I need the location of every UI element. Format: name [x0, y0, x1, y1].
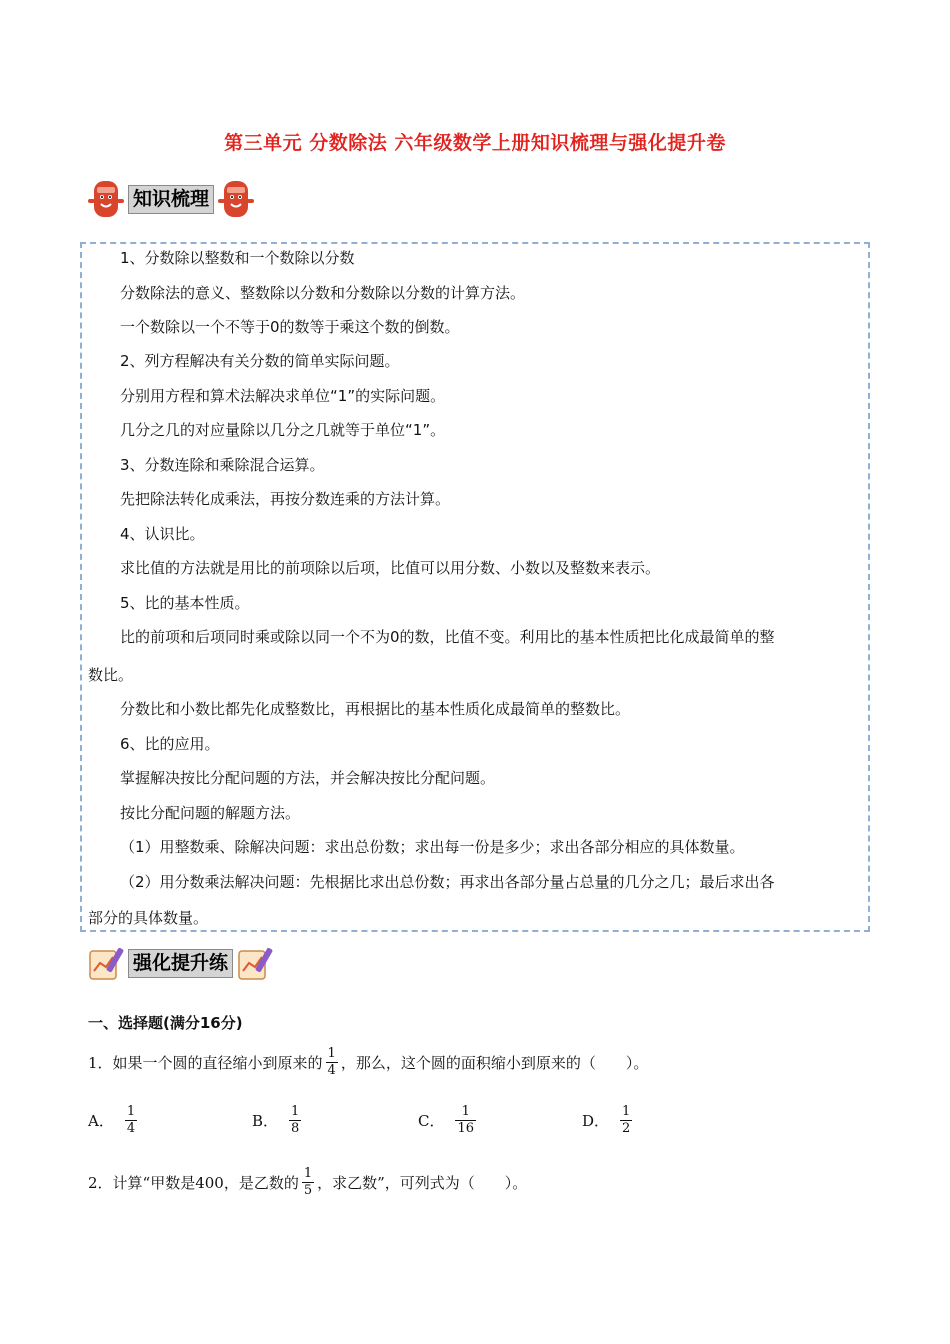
knowledge-line: 分数比和小数比都先化成整数比，再根据比的基本性质化成最简单的整数比。: [120, 700, 631, 718]
knowledge-line: 4、认识比。: [120, 525, 205, 543]
question-text: ，那么，这个圆的面积缩小到原来的（ ）。: [340, 1054, 649, 1072]
knowledge-header: [86, 176, 256, 222]
question-2: [88, 1166, 527, 1199]
knowledge-line: 一个数除以一个不等于0的数等于乘这个数的倒数。: [120, 318, 460, 336]
knowledge-box: [80, 242, 870, 932]
knowledge-line: （1）用整数乘、除解决问题：求出总份数；求出每一份是多少；求出各部分相应的具体数量。: [120, 838, 745, 856]
knowledge-line: （2）用分数乘法解决问题：先根据比求出总份数；再求出各部分量占总量的几分之几；最后求出各: [120, 873, 775, 891]
practice-header: [86, 940, 275, 986]
knowledge-line: 求比值的方法就是用比的前项除以后项，比值可以用分数、小数以及整数来表示。: [120, 559, 661, 577]
fraction: $\frac{1}{2}$: [622, 1104, 631, 1136]
knowledge-line: 2、列方程解决有关分数的简单实际问题。: [120, 352, 400, 370]
mascot-icon: [86, 177, 126, 221]
fraction: $\frac{1}{16}$: [457, 1104, 475, 1136]
question-text: ，求乙数”，可列式为（ ）。: [317, 1174, 528, 1192]
notebook-pencil-icon: [235, 941, 275, 985]
knowledge-line: 分数除法的意义、整数除以分数和分数除以分数的计算方法。: [120, 284, 526, 302]
knowledge-line: 比的前项和后项同时乘或除以同一个不为0的数，比值不变。利用比的基本性质把比化成最简单的整: [120, 628, 775, 646]
knowledge-heading: 知识梳理: [128, 185, 214, 214]
option-d[interactable]: D． $\frac{1}{2}$: [582, 1104, 631, 1136]
fraction: $\frac{1}{8}$: [291, 1104, 300, 1136]
practice-heading: 强化提升练: [128, 949, 233, 978]
question-1: [88, 1046, 648, 1079]
fraction: $\frac{1}{5}$: [303, 1166, 313, 1198]
knowledge-line: 几分之几的对应量除以几分之几就等于单位“1”。: [120, 421, 446, 439]
knowledge-line: 掌握解决按比分配问题的方法，并会解决按比分配问题。: [120, 769, 496, 787]
fraction: $\frac{1}{4}$: [126, 1104, 136, 1136]
knowledge-line: 3、分数连除和乘除混合运算。: [120, 456, 325, 474]
fraction: $\frac{1}{4}$: [327, 1046, 336, 1078]
knowledge-line: 按比分配问题的解题方法。: [120, 804, 301, 822]
option-c[interactable]: C． $\frac{1}{16}$: [418, 1104, 475, 1136]
page-title: 第三单元 分数除法 六年级数学上册知识梳理与强化提升卷: [224, 132, 726, 154]
knowledge-line: 6、比的应用。: [120, 735, 220, 753]
question-text: 1．如果一个圆的直径缩小到原来的: [88, 1054, 323, 1072]
knowledge-line: 先把除法转化成乘法，再按分数连乘的方法计算。: [120, 490, 451, 508]
mascot-icon: [216, 177, 256, 221]
knowledge-line: 数比。: [88, 666, 134, 684]
question-text: 2．计算“甲数是400，是乙数的: [88, 1174, 299, 1192]
option-a[interactable]: A． $\frac{1}{4}$: [88, 1104, 136, 1136]
knowledge-line: 1、分数除以整数和一个数除以分数: [120, 249, 355, 267]
option-b[interactable]: B． $\frac{1}{8}$: [252, 1104, 300, 1136]
knowledge-line: 分别用方程和算术法解决求单位“1”的实际问题。: [120, 387, 446, 405]
section-title: 一、选择题(满分16分): [88, 1014, 243, 1032]
knowledge-line: 部分的具体数量。: [88, 909, 209, 927]
knowledge-line: 5、比的基本性质。: [120, 594, 250, 612]
notebook-pencil-icon: [86, 941, 126, 985]
